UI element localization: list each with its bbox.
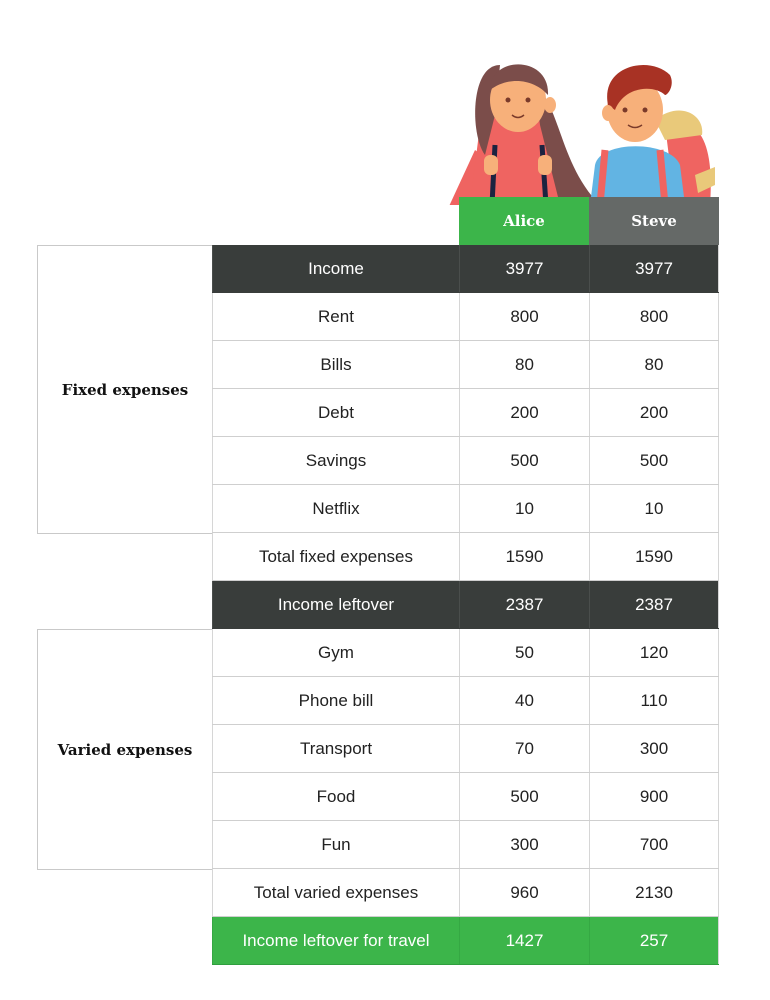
row-label: Gym [212,629,459,676]
row-label: Debt [212,389,459,436]
steve-value: 700 [589,821,719,868]
table-row [212,677,719,725]
alice-value: 960 [459,869,589,916]
alice-value: 1427 [459,917,589,964]
table-row [212,245,719,293]
row-label: Food [212,773,459,820]
row-label: Bills [212,341,459,388]
alice-value: 800 [459,293,589,340]
group-varied-expenses-label: Varied expenses [57,740,193,759]
steve-value: 110 [589,677,719,724]
table-row [212,821,719,869]
steve-value: 120 [589,629,719,676]
row-label: Total fixed expenses [212,533,459,580]
steve-value: 300 [589,725,719,772]
row-label: Phone bill [212,677,459,724]
table-row [212,485,719,533]
group-fixed-expenses [37,245,212,534]
column-header-steve-label: Steve [631,212,677,230]
row-label: Rent [212,293,459,340]
steve-value: 10 [589,485,719,532]
backpackers-illustration [440,55,730,205]
steve-value: 900 [589,773,719,820]
table-row [212,581,719,629]
divider [37,245,212,246]
alice-value: 300 [459,821,589,868]
table-row [212,917,719,965]
table-row [212,533,719,581]
alice-value: 40 [459,677,589,724]
table-row [212,293,719,341]
alice-value: 50 [459,629,589,676]
row-label: Fun [212,821,459,868]
column-header-alice [459,197,589,245]
row-label: Income [212,245,459,292]
row-label: Netflix [212,485,459,532]
steve-value: 80 [589,341,719,388]
alice-figure-icon [445,64,600,205]
column-header-alice-label: Alice [503,212,545,230]
table-row [212,773,719,821]
alice-value: 500 [459,773,589,820]
column-header-steve [589,197,719,245]
group-varied-expenses [37,629,212,870]
steve-value: 257 [589,917,719,964]
table-row [212,341,719,389]
table-row [212,437,719,485]
row-label: Savings [212,437,459,484]
alice-value: 80 [459,341,589,388]
group-fixed-expenses-label: Fixed expenses [61,380,189,399]
row-label: Income leftover for travel [212,917,459,964]
alice-value: 200 [459,389,589,436]
row-label: Total varied expenses [212,869,459,916]
table-row [212,869,719,917]
steve-value: 200 [589,389,719,436]
steve-value: 2130 [589,869,719,916]
steve-value: 3977 [589,245,719,292]
steve-value: 1590 [589,533,719,580]
alice-value: 2387 [459,581,589,628]
alice-value: 3977 [459,245,589,292]
alice-value: 70 [459,725,589,772]
row-label: Income leftover [212,581,459,628]
steve-figure-icon [590,65,715,205]
steve-value: 2387 [589,581,719,628]
alice-value: 10 [459,485,589,532]
alice-value: 500 [459,437,589,484]
steve-value: 500 [589,437,719,484]
alice-value: 1590 [459,533,589,580]
steve-value: 800 [589,293,719,340]
table-row [212,629,719,677]
table-row [212,389,719,437]
row-label: Transport [212,725,459,772]
table-row [212,725,719,773]
